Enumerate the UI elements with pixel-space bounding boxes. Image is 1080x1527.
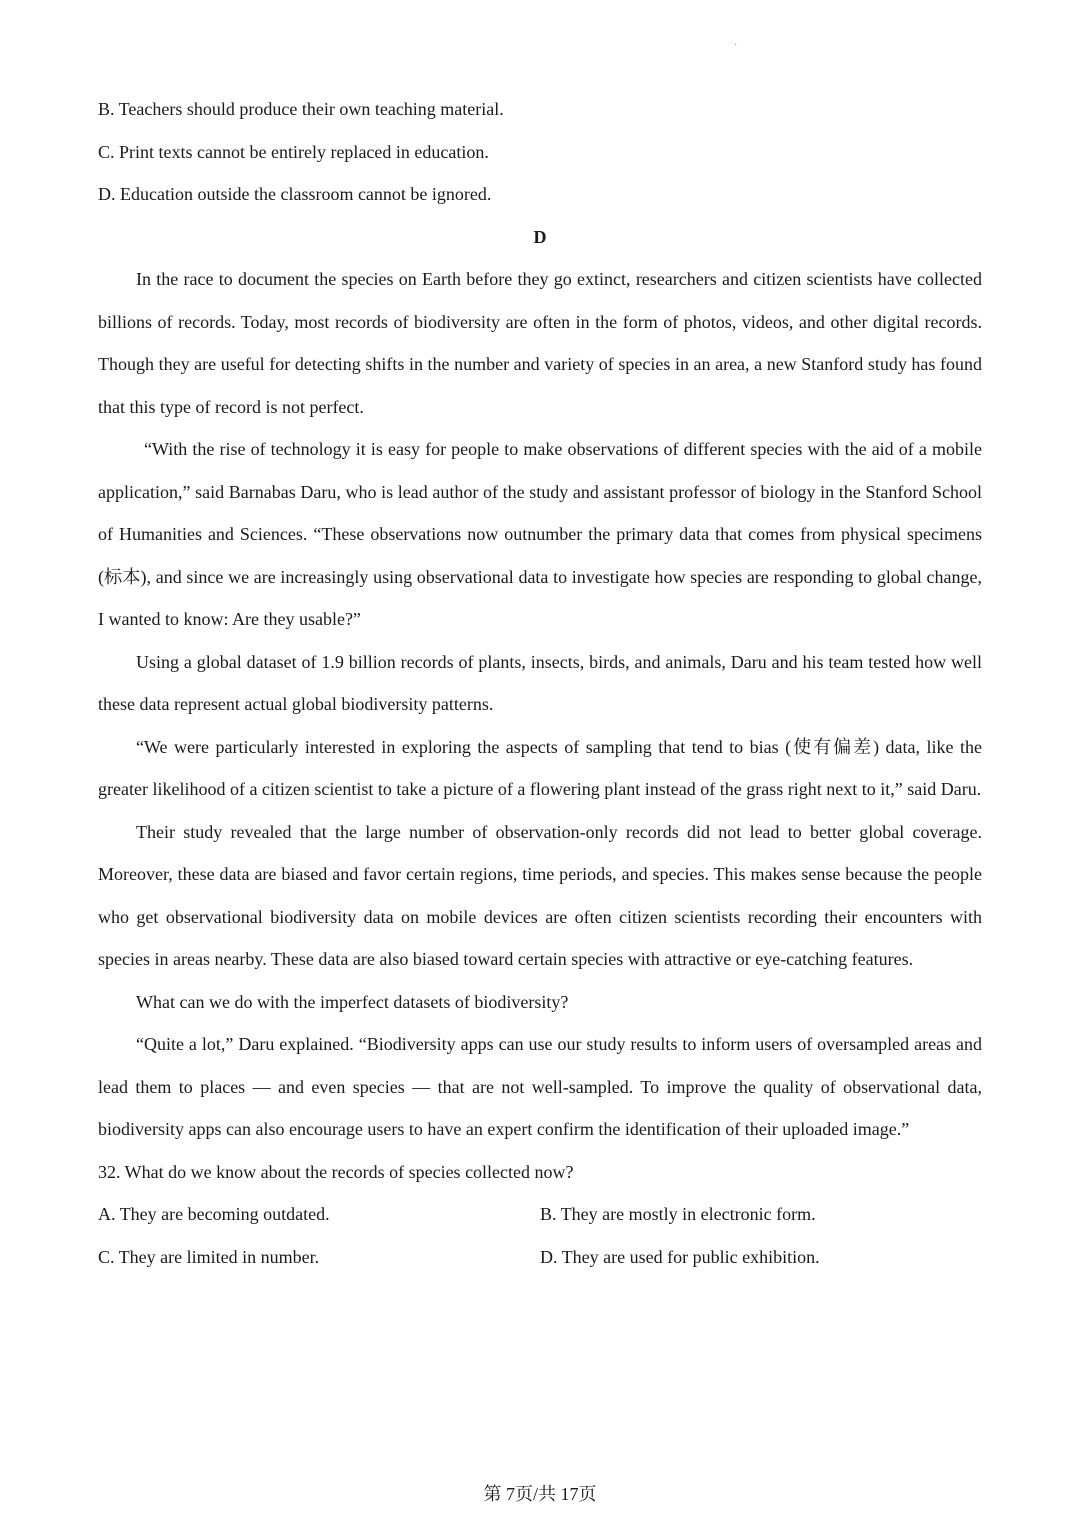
passage-paragraph-6: What can we do with the imperfect datasets of biodiversity? xyxy=(136,991,569,1012)
previous-option-b: B. Teachers should produce their own teaching material. xyxy=(98,99,504,119)
passage-paragraph-7: “Quite a lot,” Daru explained. “Biodiversity apps can use our study results to inform users of oversampled areas and lead them to places — and even species — that are not well-sampled. To improve the quality of observational data, biodiversity apps can also encourage users to have an expert confirm the identification of their uploaded image.” xyxy=(98,1034,982,1139)
previous-option-d: D. Education outside the classroom cannot be ignored. xyxy=(98,184,492,204)
question-32-option-d: D. They are used for public exhibition. xyxy=(540,1246,820,1267)
page-content xyxy=(98,88,982,1278)
page-number: 第 7页/共 17页 xyxy=(483,1484,597,1504)
passage-paragraph-3: Using a global dataset of 1.9 billion records of plants, insects, birds, and animals, Daru and his team tested how well these data represent actual global biodiversity patterns. xyxy=(98,651,982,714)
passage-paragraph-4: “We were particularly interested in exploring the aspects of sampling that tend to bias (使有偏差) data, like the greater likelihood of a citizen scientist to take a picture of a flowering plant instead of the grass right next to it,” said Daru. xyxy=(98,736,982,799)
passage-paragraph-1: In the race to document the species on Earth before they go extinct, researchers and citizen scientists have collected billions of records. Today, most records of biodiversity are often in the form of photos, videos, and other digital records. Though they are useful for detecting shifts in the number and variety of species in an area, a new Stanford study has found that this type of record is not perfect. xyxy=(98,269,982,417)
question-32-options xyxy=(98,1193,982,1278)
previous-option-c: C. Print texts cannot be entirely replaced in education. xyxy=(98,141,489,162)
section-title: D xyxy=(533,226,547,247)
question-32-option-c: C. They are limited in number. xyxy=(98,1246,320,1267)
question-32-stem: 32. What do we know about the records of species collected now? xyxy=(98,1161,574,1182)
scan-mark: · xyxy=(734,40,738,51)
passage-paragraph-2: “With the rise of technology it is easy for people to make observations of different species with the aid of a mobile application,” said Barnabas Daru, who is lead author of the study and assistant professor of biology in the Stanford School of Humanities and Sciences. “These observations now outnumber the primary data that comes from physical specimens (标本), and since we are increasingly using observational data to investigate how species are responding to global change, I wanted to know: Are they usable?” xyxy=(98,439,982,629)
passage-paragraph-5: Their study revealed that the large number of observation-only records did not lead to better global coverage. Moreover, these data are biased and favor certain regions, time periods, and species. This makes sense because the people who get observational biodiversity data on mobile devices are often citizen scientists recording their encounters with species in areas nearby. These data are also biased toward certain species with attractive or eye-catching features. xyxy=(98,821,982,969)
question-32-option-b: B. They are mostly in electronic form. xyxy=(540,1204,816,1224)
question-32-option-a: A. They are becoming outdated. xyxy=(98,1204,330,1224)
